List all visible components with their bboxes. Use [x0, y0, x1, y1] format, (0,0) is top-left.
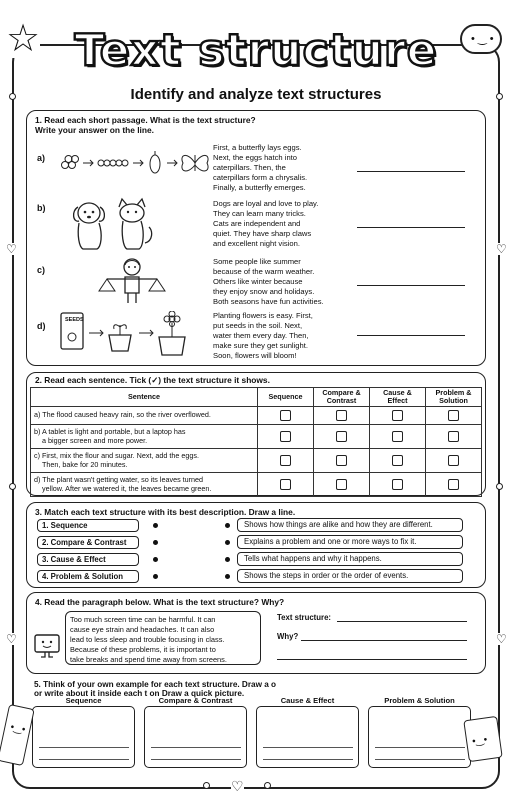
- cloud-icon: • ‿ •: [460, 24, 502, 54]
- text-structure-answer-line[interactable]: [337, 621, 467, 622]
- pencil-icon: •‿•: [0, 704, 35, 766]
- table-row: [31, 449, 482, 473]
- table-row: [31, 425, 482, 449]
- section-3-title: 3. Match each text structure with its best description. Draw a line.: [35, 507, 296, 517]
- checkbox[interactable]: [448, 479, 459, 490]
- sentence-cell: [31, 473, 258, 497]
- passage-text: water them every day. Then,: [213, 331, 309, 340]
- section-5-title-line: 5. Think of your own example for each text structure. Draw a o: [34, 680, 277, 689]
- passage-text: Dogs are loyal and love to play.: [213, 199, 319, 208]
- section-2-title: 2. Read each sentence. Tick (✓) the text structure it shows.: [35, 375, 270, 385]
- passage-label: d): [37, 321, 46, 331]
- passage-row: [27, 143, 487, 197]
- example-box[interactable]: [32, 706, 135, 768]
- match-dot[interactable]: [225, 557, 230, 562]
- page-title: Text structure: [74, 25, 438, 76]
- sentence-text: c) First, mix the flour and sugar. Next, add the eggs.: [34, 451, 199, 461]
- paragraph-box: [65, 611, 261, 665]
- checkbox[interactable]: [392, 455, 403, 466]
- passage-text: quiet. They have sharp claws: [213, 229, 312, 238]
- why-answer-line[interactable]: [301, 640, 467, 641]
- page-subtitle: Identify and analyze text structures: [130, 86, 382, 103]
- column-header: Sentence: [31, 388, 258, 407]
- tick-table: [30, 387, 482, 497]
- passage-label: c): [37, 265, 46, 275]
- description-label[interactable]: Tells what happens and why it happens.: [237, 552, 463, 566]
- heart-icon: ♡: [496, 242, 507, 256]
- text-structure-label: Text structure:: [277, 613, 332, 622]
- passage-text: because of the warm weather.: [213, 267, 315, 276]
- table-row: [31, 407, 482, 425]
- section-1: [26, 110, 486, 366]
- seeds-label: SEEDS: [65, 317, 84, 323]
- checkbox[interactable]: [448, 455, 459, 466]
- checkbox[interactable]: [280, 479, 291, 490]
- structure-label[interactable]: 3. Cause & Effect: [37, 553, 139, 566]
- answer-line[interactable]: [357, 171, 465, 172]
- passage-text: caterpillars. Then, the: [213, 163, 286, 172]
- example-box-heading: Problem & Solution: [384, 696, 455, 705]
- sentence-text: a bigger screen and more power.: [42, 435, 148, 445]
- passage-text: make sure they get sunlight.: [213, 341, 308, 350]
- section-5: [26, 678, 486, 776]
- passage-row: [27, 197, 487, 257]
- sentence-text: b) A tablet is light and portable, but a laptop has: [34, 427, 186, 437]
- example-box[interactable]: [256, 706, 359, 768]
- dog-and-cat-icon: [67, 197, 157, 251]
- paragraph-text: Because of these problems, it is important to: [70, 645, 216, 654]
- checkbox[interactable]: [392, 431, 403, 442]
- checkbox[interactable]: [336, 455, 347, 466]
- match-dot[interactable]: [153, 574, 158, 579]
- passage-text: they enjoy snow and holidays.: [213, 287, 315, 296]
- checkbox[interactable]: [448, 431, 459, 442]
- star-icon: ☆: [6, 18, 41, 60]
- passage-text: Both seasons have fun activities.: [213, 297, 324, 306]
- passage-text: Others like winter because: [213, 277, 303, 286]
- match-dot[interactable]: [225, 540, 230, 545]
- passage-text: Some people like summer: [213, 257, 301, 266]
- checkbox[interactable]: [336, 479, 347, 490]
- why-answer-line[interactable]: [277, 659, 467, 660]
- book-icon: •‿•: [463, 716, 503, 762]
- match-dot[interactable]: [153, 557, 158, 562]
- match-dot[interactable]: [153, 540, 158, 545]
- heart-icon: ♡: [6, 632, 17, 646]
- checkbox[interactable]: [280, 410, 291, 421]
- passage-text: put seeds in the soil. Next,: [213, 321, 303, 330]
- paragraph-text: take breaks and spend time away from screens.: [70, 655, 227, 664]
- section-2: [26, 372, 486, 496]
- match-dot[interactable]: [225, 574, 230, 579]
- checkbox[interactable]: [280, 455, 291, 466]
- paragraph-text: Too much screen time can be harmful. It can: [70, 615, 216, 624]
- section-4: [26, 592, 486, 674]
- paragraph-text: cause eye strain and headaches. It can also: [70, 625, 215, 634]
- passage-row: [27, 257, 487, 313]
- passage-text: First, a butterfly lays eggs.: [213, 143, 302, 152]
- match-dot[interactable]: [225, 523, 230, 528]
- section-1-title: [35, 115, 256, 135]
- column-header: Sequence: [258, 388, 314, 407]
- heart-icon: ♡: [496, 632, 507, 646]
- answer-line[interactable]: [357, 335, 465, 336]
- answer-line[interactable]: [357, 227, 465, 228]
- checkbox[interactable]: [336, 410, 347, 421]
- structure-label[interactable]: 1. Sequence: [37, 519, 139, 532]
- section-4-title: 4. Read the paragraph below. What is the text structure? Why?: [35, 597, 285, 607]
- frame-dot: [496, 483, 503, 490]
- description-label[interactable]: Shows how things are alike and how they are different.: [237, 518, 463, 532]
- checkbox[interactable]: [392, 479, 403, 490]
- passage-text: caterpillars form a chrysalis.: [213, 173, 308, 182]
- frame-dot: [203, 782, 210, 789]
- checkbox[interactable]: [280, 431, 291, 442]
- example-box-heading: Compare & Contrast: [158, 696, 233, 705]
- table-row: [31, 473, 482, 497]
- passage-text: Planting flowers is easy. First,: [213, 311, 313, 320]
- example-box[interactable]: [144, 706, 247, 768]
- computer-icon: [33, 633, 61, 661]
- passage-label: b): [37, 203, 46, 213]
- sentence-text: Then, bake for 20 minutes.: [42, 459, 128, 469]
- column-header: Cause & Effect: [370, 388, 426, 407]
- sentence-text: yellow. After we watered it, the leaves became green.: [42, 483, 212, 493]
- structure-label[interactable]: 4. Problem & Solution: [37, 570, 139, 583]
- passage-row: [27, 311, 487, 365]
- example-box-heading: Cause & Effect: [280, 696, 335, 705]
- example-box[interactable]: [368, 706, 471, 768]
- why-label: Why?: [277, 632, 299, 641]
- passage-text: Cats are independent and: [213, 219, 301, 228]
- passage-text: Finally, a butterfly emerges.: [213, 183, 306, 192]
- passage-text: Next, the eggs hatch into: [213, 153, 298, 162]
- checkbox[interactable]: [448, 410, 459, 421]
- sentence-text: a) The flood caused heavy rain, so the river overflowed.: [34, 410, 211, 420]
- column-header: Compare & Contrast: [314, 388, 370, 407]
- example-box-heading: Sequence: [65, 696, 102, 705]
- sentence-cell: [31, 449, 258, 473]
- child-with-scale-icon: [87, 257, 177, 307]
- sentence-cell: [31, 407, 258, 425]
- section-3: [26, 502, 486, 588]
- column-header: Problem & Solution: [426, 388, 482, 407]
- paragraph-text: lead to less sleep and trouble focusing in class.: [70, 635, 225, 644]
- sentence-cell: [31, 425, 258, 449]
- passage-text: and excellent night vision.: [213, 239, 300, 248]
- description-label[interactable]: Explains a problem and one or more ways to fix it.: [237, 535, 463, 549]
- frame-dot: [9, 483, 16, 490]
- passage-text: Soon, flowers will bloom!: [213, 351, 297, 360]
- heart-icon: ♡: [231, 778, 244, 794]
- checkbox[interactable]: [336, 431, 347, 442]
- structure-label[interactable]: 2. Compare & Contrast: [37, 536, 139, 549]
- answer-line[interactable]: [357, 285, 465, 286]
- frame-dot: [264, 782, 271, 789]
- heart-icon: ♡: [6, 242, 17, 256]
- butterfly-lifecycle-icon: [59, 147, 209, 177]
- section-1-title-line: Write your answer on the line.: [35, 125, 154, 135]
- passage-text: They can learn many tricks.: [213, 209, 306, 218]
- passage-label: a): [37, 153, 46, 163]
- checkbox[interactable]: [392, 410, 403, 421]
- section-1-title-line: 1. Read each short passage. What is the text structure?: [35, 115, 256, 125]
- sentence-text: d) The plant wasn't getting water, so its leaves turned: [34, 475, 204, 485]
- description-label[interactable]: Shows the steps in order or the order of events.: [237, 569, 463, 583]
- table-header-row: [31, 388, 482, 407]
- section-5-title-line: or write about it inside each t on Draw a quick picture.: [34, 689, 245, 698]
- match-dot[interactable]: [153, 523, 158, 528]
